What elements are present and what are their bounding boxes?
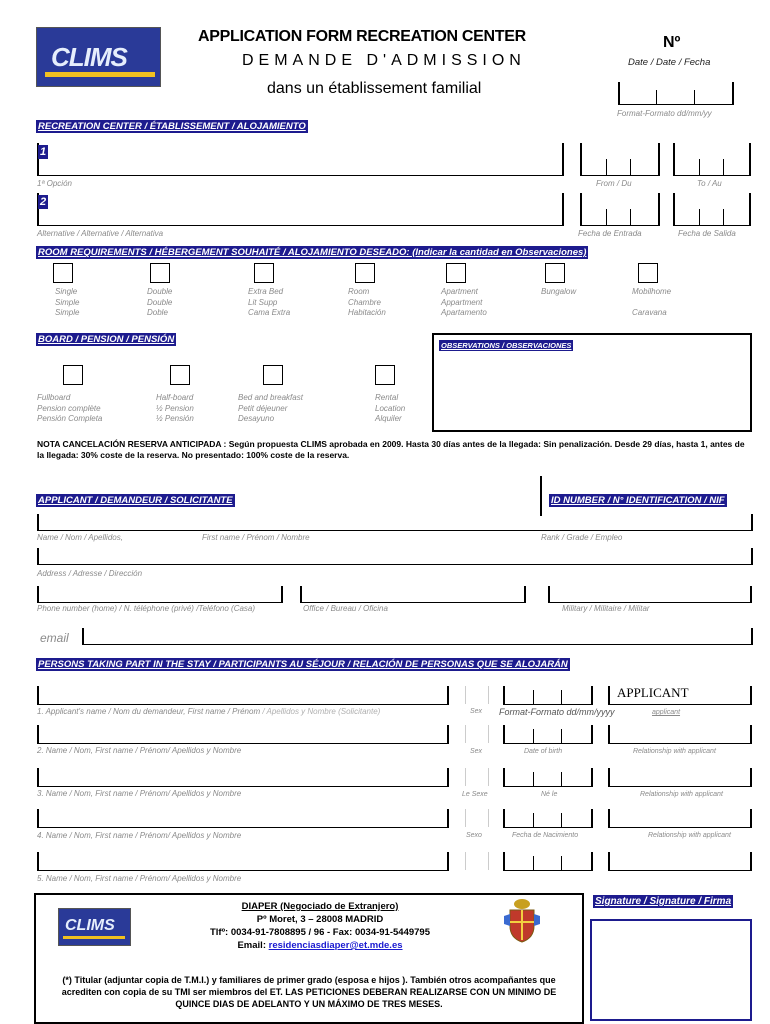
room-single-checkbox[interactable] — [53, 263, 73, 283]
board-bed-breakfast-label: Bed and breakfast Petit déjeuner Desayuno — [238, 393, 303, 423]
signature-box[interactable] — [590, 919, 752, 1021]
board-halfboard-label: Half-board ½ Pension ½ Pensión — [156, 393, 194, 423]
board-bed-breakfast-checkbox[interactable] — [263, 365, 283, 385]
person-2-date-label: Date of birth — [524, 748, 563, 755]
phone-field[interactable] — [37, 586, 283, 603]
from-date-field[interactable] — [580, 143, 660, 176]
phone-label: Phone number (home) / N. téléphone (privé) /Teléfono (Casa) — [37, 604, 256, 613]
person-4-relationship-label: Relationship with applicant — [648, 832, 731, 839]
room-section-header: ROOM REQUIREMENTS / HÉBERGEMENT SOUHAITÉ / ALOJAMIENTO DESEADO: (Indicar la cantidad en Observaciones) — [38, 247, 587, 258]
option2-number: 2 — [40, 196, 47, 208]
form-title: APPLICATION FORM RECREATION CENTER — [198, 28, 526, 45]
person-5-relationship-field[interactable] — [608, 852, 752, 871]
option1-field[interactable] — [37, 143, 564, 176]
to-date-field[interactable] — [673, 143, 751, 176]
persons-section-header: PERSONS TAKING PART IN THE STAY / PARTICIPANTS AU SÉJOUR / RELACIÓN DE PERSONAS QUE SE ALOJARÁN — [38, 659, 568, 670]
room-extra-bed-label: Extra Bed Lit Supp Cama Extra — [248, 287, 291, 317]
applicant-section-header: APPLICANT / DEMANDEUR / SOLICITANTE — [38, 495, 233, 506]
person-3-relationship-label: Relationship with applicant — [640, 791, 723, 798]
person-4-sex-field[interactable] — [465, 809, 489, 827]
person-2-sex-field[interactable] — [465, 725, 489, 743]
person-1-sex-label: Sex — [470, 708, 483, 715]
coat-of-arms — [502, 896, 542, 944]
board-rental-label: Rental Location Alquiler — [375, 393, 406, 423]
room-mobilhome-label: Mobilhome Caravana — [632, 287, 672, 317]
room-bungalow-label: Bungalow — [541, 287, 577, 296]
titular-note: (*) Titular (adjuntar copia de T.M.I.) y familiares de primer grado (esposa e hijos ). También otros acompañantes que acrediten con copia de su TMI ser miembros del ET. LAS PETICIONES DEBERAN REALIZARSE CON UN MINIMO DE QUINCE DIAS DE ADELANTO Y UN MÁXIMO DE TRES MESES. — [61, 975, 557, 1009]
address-label: Address / Adresse / Dirección — [37, 569, 143, 578]
contact-email-link[interactable]: residenciasdiaper@et.mde.es — [268, 940, 403, 951]
room-mobilhome-checkbox[interactable] — [638, 263, 658, 283]
form-subtitle: DEMANDE D'ADMISSION — [242, 52, 526, 69]
person-3-sex-field[interactable] — [465, 768, 489, 786]
clims-logo — [36, 27, 161, 87]
clims-logo-text: CLIMS — [51, 42, 127, 72]
form-subtitle2: dans un établissement familial — [267, 80, 482, 97]
person-2-name-field[interactable] — [37, 725, 449, 744]
person-1-date-label: Format-Formato dd/mm/yyyy — [499, 707, 615, 717]
footer-clims-logo — [58, 908, 131, 946]
contact-email-line: Email: residenciasdiaper@et.mde.es — [237, 940, 403, 951]
cancellation-note: NOTA CANCELACIÓN RESERVA ANTICIPADA : Según propuesta CLIMS aprobada en 2009. Hasta 30 días antes de la llegada: Sin penalización. Desde 29 días, hasta 1, antes de la llegada: 30% coste de la reserva. No presentado: 100% coste de la reserva. — [37, 439, 745, 460]
person-1-relationship-value: APPLICANT — [617, 685, 689, 700]
entry-date-field[interactable] — [580, 193, 660, 226]
firstname-label: First name / Prénom / Nombre — [202, 533, 310, 542]
person-1-date-field[interactable] — [503, 686, 593, 705]
board-section-header: BOARD / PENSION / PENSIÓN — [38, 334, 175, 345]
military-field[interactable] — [548, 586, 752, 603]
person-4-relationship-field[interactable] — [608, 809, 752, 828]
person-5-name-field[interactable] — [37, 852, 449, 871]
to-label: To / Au — [697, 179, 722, 188]
date-field[interactable] — [618, 82, 734, 105]
contact-phone: Tlfº: 0034-91-7808895 / 96 - Fax: 0034-91-5449795 — [209, 927, 430, 938]
person-3-sex-label: Le Sexe — [462, 791, 488, 798]
entry-label: Fecha de Entrada — [578, 229, 642, 238]
option1-number: 1 — [40, 146, 47, 158]
room-double-label: Double Double Doble — [147, 287, 173, 317]
room-apartment-checkbox[interactable] — [446, 263, 466, 283]
board-fullboard-label: Fullboard Pension complète Pensión Completa — [37, 393, 103, 423]
person-3-date-label: Né le — [541, 791, 558, 798]
person-1-name-field[interactable] — [37, 686, 449, 705]
person-2-date-field[interactable] — [503, 725, 593, 744]
exit-label: Fecha de Salida — [678, 229, 736, 238]
room-double-checkbox[interactable] — [150, 263, 170, 283]
office-label: Office / Bureau / Oficina — [303, 604, 388, 613]
exit-date-field[interactable] — [673, 193, 751, 226]
office-field[interactable] — [300, 586, 526, 603]
person-1-relationship-label: applicant — [652, 709, 681, 716]
observations-header: OBSERVATIONS / OBSERVACIONES — [441, 341, 572, 350]
person-4-date-label: Fecha de Nacimiento — [512, 832, 579, 839]
date-label: Date / Date / Fecha — [628, 57, 711, 68]
person-2-name-label: 2. Name / Nom, First name / Prénom/ Apellidos y Nombre — [37, 746, 242, 755]
room-apartment-label: Apartment Appartment Apartamento — [441, 287, 487, 317]
email-field[interactable] — [82, 628, 753, 645]
signature-header: Signature / Signature / Firma — [595, 896, 732, 907]
room-bungalow-checkbox[interactable] — [545, 263, 565, 283]
email-label: email — [40, 631, 69, 645]
military-label: Military / Militaire / Militar — [562, 604, 650, 613]
person-2-relationship-field[interactable] — [608, 725, 752, 744]
person-4-name-label: 4. Name / Nom, First name / Prénom/ Apellidos y Nombre — [37, 831, 242, 840]
person-4-sex-label: Sexo — [466, 832, 482, 839]
room-room-label: Room Chambre Habitación — [348, 287, 386, 317]
contact-address: Pº Moret, 3 – 28008 MADRID — [256, 914, 384, 925]
person-5-sex-field[interactable] — [465, 852, 489, 870]
name-field[interactable] — [37, 514, 753, 531]
person-4-name-field[interactable] — [37, 809, 449, 828]
room-extra-bed-checkbox[interactable] — [254, 263, 274, 283]
contact-org: DIAPER (Negociado de Extranjero) — [241, 901, 399, 912]
option2-field[interactable] — [37, 193, 564, 226]
person-3-name-label: 3. Name / Nom, First name / Prénom/ Apellidos y Nombre — [37, 789, 242, 798]
board-fullboard-checkbox[interactable] — [63, 365, 83, 385]
option2-label: Alternative / Alternative / Alternativa — [37, 229, 164, 238]
board-halfboard-checkbox[interactable] — [170, 365, 190, 385]
person-3-name-field[interactable] — [37, 768, 449, 787]
person-4-date-field[interactable] — [503, 809, 593, 828]
room-single-label: Single Simple Simple — [55, 287, 80, 317]
person-1-sex-field[interactable] — [465, 686, 489, 704]
address-field[interactable] — [37, 548, 753, 565]
name-label: Name / Nom / Apellidos, — [37, 533, 123, 542]
person-3-relationship-field[interactable] — [608, 768, 752, 787]
person-3-date-field[interactable] — [503, 768, 593, 787]
option1-label: 1ª Opción — [37, 179, 72, 188]
person-5-date-field[interactable] — [503, 852, 593, 871]
recreation-section-header: RECREATION CENTER / ÉTABLISSEMENT / ALOJAMIENTO — [38, 121, 306, 132]
applicant-bracket — [540, 476, 542, 516]
id-section-header: ID NUMBER / N° IDENTIFICATION / NIF — [551, 495, 725, 506]
rank-label: Rank / Grade / Empleo — [541, 533, 623, 542]
person-5-name-label: 5. Name / Nom, First name / Prénom/ Apellidos y Nombre — [37, 874, 242, 883]
board-rental-checkbox[interactable] — [375, 365, 395, 385]
contact-info — [140, 900, 500, 952]
date-format-label: Format-Formato dd/mm/yy — [617, 109, 712, 118]
person-2-relationship-label: Relationship with applicant — [633, 748, 716, 755]
person-1-name-label: 1. Applicant's name / Nom du demandeur, First name / Prénom / Apellidos y Nombre (Solicitante) — [37, 707, 381, 716]
footer-clims-logo-text: CLIMS — [65, 917, 115, 934]
number-label: Nº — [663, 34, 681, 51]
room-room-checkbox[interactable] — [355, 263, 375, 283]
person-2-sex-label: Sex — [470, 748, 483, 755]
from-label: From / Du — [596, 179, 632, 188]
